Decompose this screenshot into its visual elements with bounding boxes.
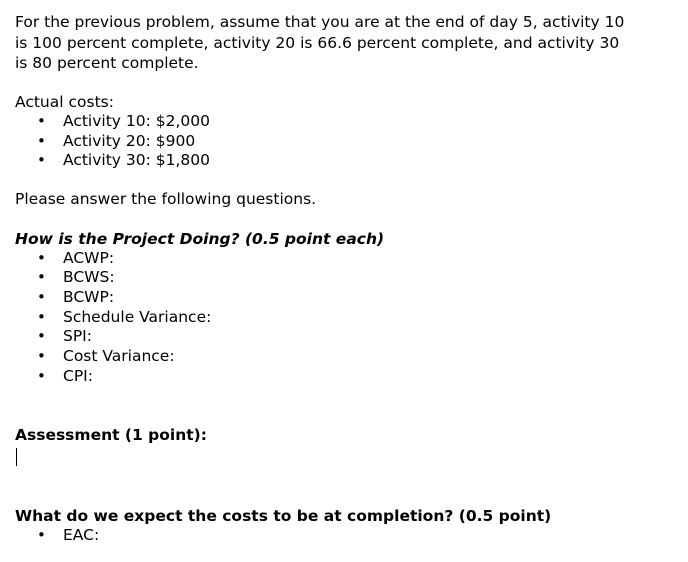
list-item: • CPI: xyxy=(37,366,93,385)
list-item: • Schedule Variance: xyxy=(37,307,212,326)
bullet-icon: • xyxy=(37,327,46,346)
list-item: • Activity 30: $1,800 xyxy=(37,151,211,170)
completion-list xyxy=(15,526,675,546)
bullet-icon: • xyxy=(37,525,46,544)
bullet-icon: • xyxy=(37,268,46,287)
list-item: • BCWP: xyxy=(37,288,115,307)
bullet-icon: • xyxy=(37,307,46,326)
actual-costs-list xyxy=(15,112,675,171)
intro-paragraph: For the previous problem, assume that you are at the end of day 5, activity 10 is 100 percent complete, activity 20 is 66.6 percent complete, and activity 30 is 80 percent complete. xyxy=(15,13,625,72)
completion-section-heading: What do we expect the costs to be at completion? (0.5 point) xyxy=(15,506,552,525)
list-item: • ACWP: xyxy=(37,248,115,267)
bullet-icon: • xyxy=(37,288,46,307)
project-section-heading: How is the Project Doing? (0.5 point each) xyxy=(15,229,385,248)
assessment-heading: Assessment (1 point): xyxy=(15,425,207,444)
project-metrics-list xyxy=(15,249,675,387)
instruction-text: Please answer the following questions. xyxy=(15,190,317,209)
bullet-icon: • xyxy=(37,347,46,366)
list-item: • Cost Variance: xyxy=(37,347,175,366)
list-item: • EAC: xyxy=(37,525,100,544)
document-body xyxy=(15,12,675,545)
list-item: • SPI: xyxy=(37,327,92,346)
actual-costs-label: Actual costs: xyxy=(15,92,114,111)
bullet-icon: • xyxy=(37,112,46,130)
bullet-icon: • xyxy=(37,151,46,170)
list-item: • Activity 10: $2,000 xyxy=(37,112,211,130)
bullet-icon: • xyxy=(37,131,46,150)
bullet-icon: • xyxy=(37,248,46,267)
text-cursor[interactable] xyxy=(16,448,17,466)
bullet-icon: • xyxy=(37,366,46,385)
list-item: • Activity 20: $900 xyxy=(37,131,196,150)
list-item: • BCWS: xyxy=(37,268,115,287)
